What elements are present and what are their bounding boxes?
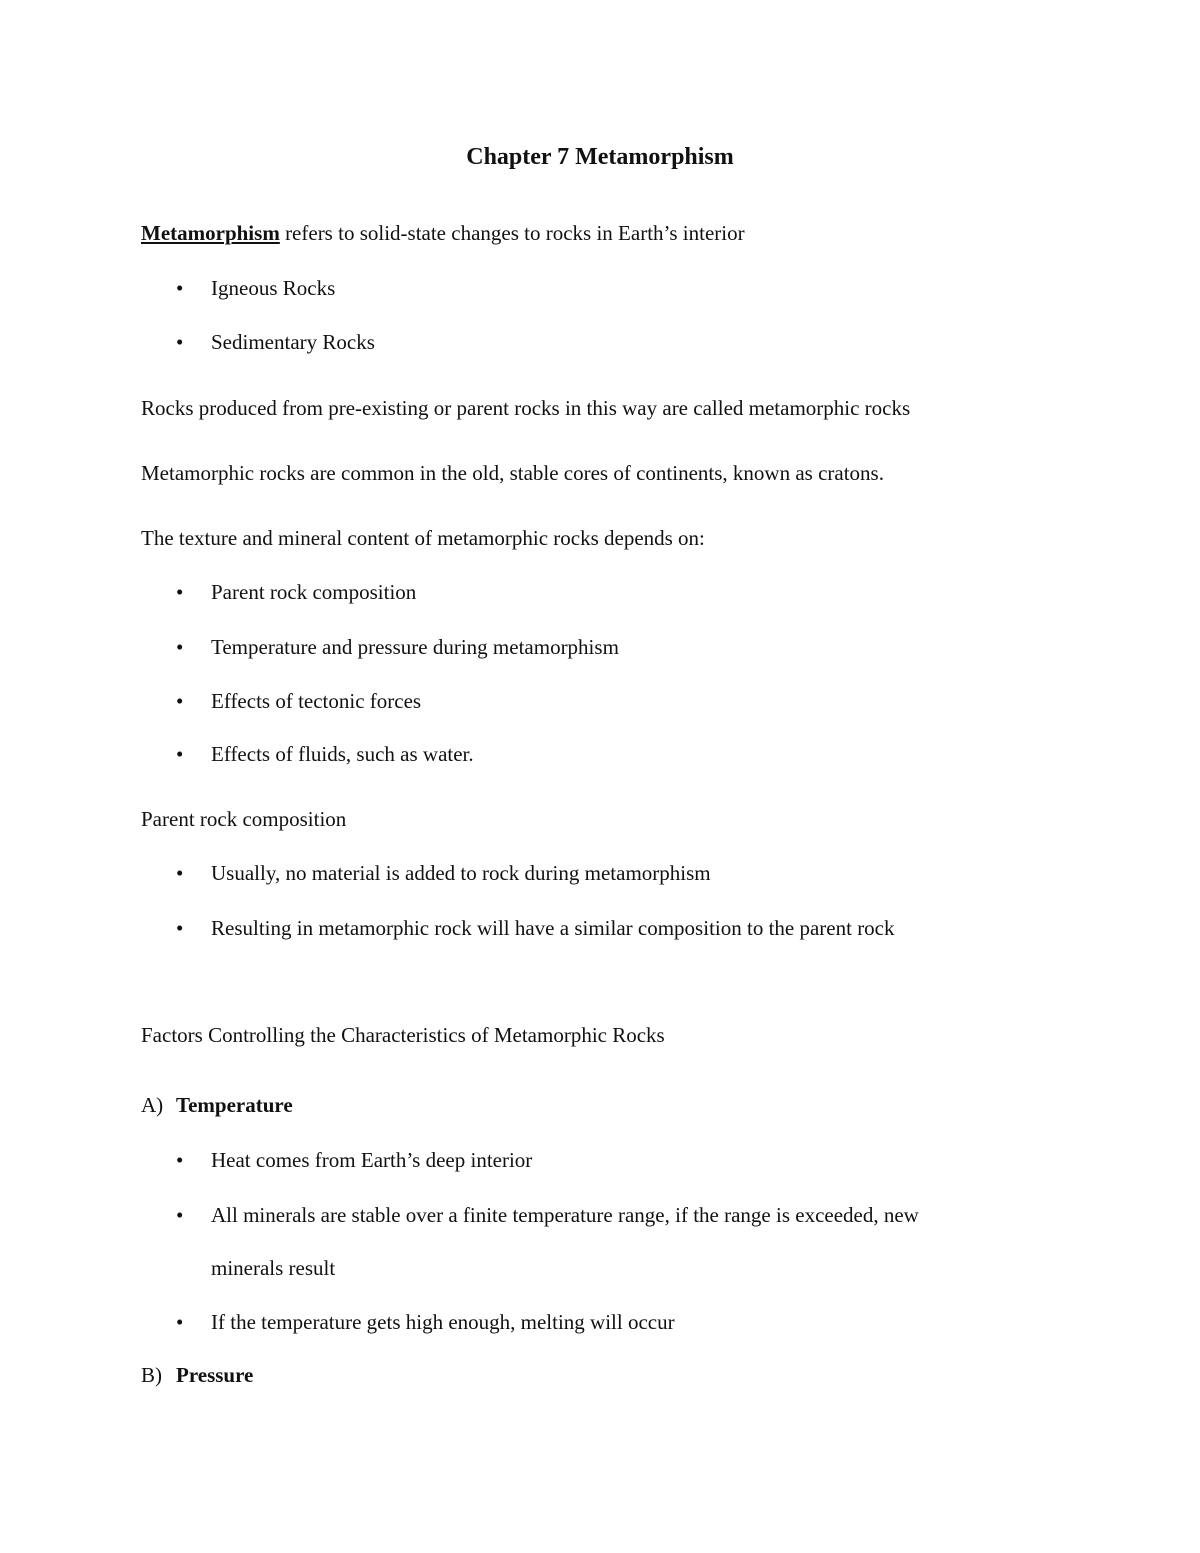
bullet-marker: • [176,1148,184,1172]
list-item: Effects of fluids, such as water. [211,742,474,766]
bullet-marker: • [176,635,184,659]
page-title: Chapter 7 Metamorphism [466,144,734,170]
bullet-marker: • [176,861,184,885]
bullet-marker: • [176,916,184,940]
temperature-heading [141,1093,293,1118]
list-item: Resulting in metamorphic rock will have a similar composition to the parent rock [211,916,895,940]
texture-heading: The texture and mineral content of metamorphic rocks depends on: [141,526,705,550]
parent-rocks-paragraph: Rocks produced from pre-existing or parent rocks in this way are called metamorphic rocks [141,396,911,420]
section-letter: A) [141,1093,164,1117]
list-item: Sedimentary Rocks [211,330,375,354]
bullet-marker: • [176,330,184,354]
list-item: Igneous Rocks [211,276,336,300]
list-item: Temperature and pressure during metamorphism [211,635,619,659]
parent-composition-heading: Parent rock composition [141,807,347,831]
intro-text: refers to solid-state changes to rocks in Earth’s interior [279,221,745,245]
list-item-continuation: minerals result [211,1256,336,1280]
intro-paragraph [141,221,745,246]
pressure-heading [141,1363,253,1388]
section-letter: B) [141,1363,162,1387]
bullet-marker: • [176,689,184,713]
bullet-marker: • [176,580,184,604]
bullet-marker: • [176,1310,184,1334]
list-item: If the temperature gets high enough, melting will occur [211,1310,675,1334]
list-item: Heat comes from Earth’s deep interior [211,1148,533,1172]
cratons-paragraph: Metamorphic rocks are common in the old, stable cores of continents, known as cratons. [141,461,884,485]
temperature-label: Temperature [176,1093,293,1117]
pressure-label: Pressure [176,1363,254,1387]
bullet-marker: • [176,742,184,766]
metamorphism-term: Metamorphism [141,221,280,245]
list-item: Parent rock composition [211,580,417,604]
list-item: Effects of tectonic forces [211,689,422,713]
factors-heading: Factors Controlling the Characteristics of Metamorphic Rocks [141,1023,665,1047]
list-item: All minerals are stable over a finite temperature range, if the range is exceeded, new [211,1203,919,1227]
bullet-marker: • [176,1203,184,1227]
list-item: Usually, no material is added to rock during metamorphism [211,861,711,885]
bullet-marker: • [176,276,184,300]
